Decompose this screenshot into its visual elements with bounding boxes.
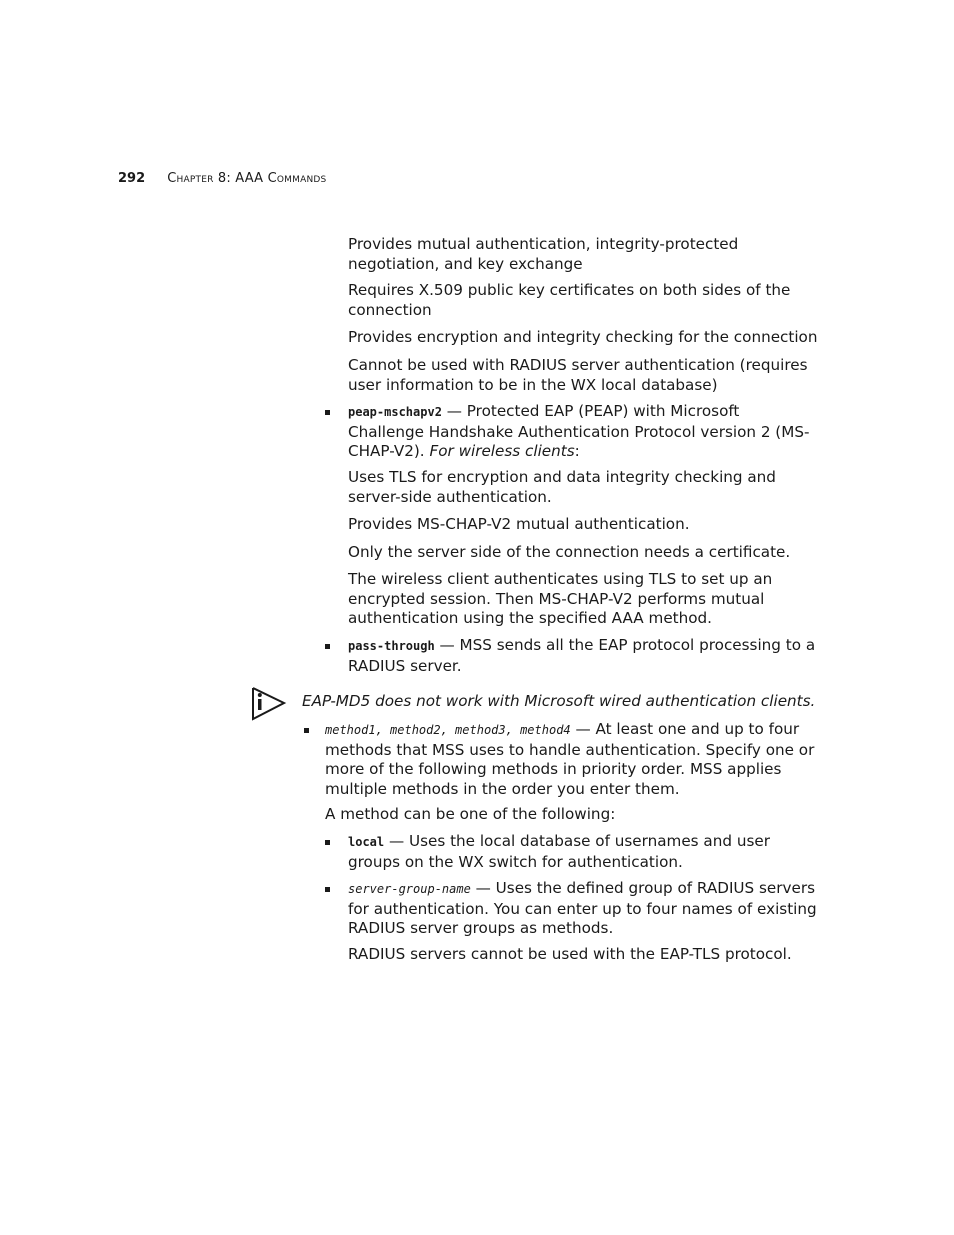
- page-header: [118, 171, 326, 186]
- peap-desc: — Protected EAP (PEAP) with Microsoft Challenge Handshake Authentication Protocol version 2 (MS-CHAP-V2).: [348, 402, 810, 461]
- peap-item: [348, 402, 818, 462]
- bullet-marker: [325, 887, 330, 892]
- local-term: local: [348, 835, 385, 849]
- eap-tls-point: Cannot be used with RADIUS server authentication (requires user information to be in the WX local database): [348, 356, 808, 394]
- methods-item: [325, 720, 818, 799]
- note-text: EAP-MD5 does not work with Microsoft wired authentication clients.: [302, 692, 816, 710]
- bullet-marker: [325, 644, 330, 649]
- methods-term: method1, method2, method3, method4: [325, 723, 571, 737]
- methods-intro: A method can be one of the following:: [325, 805, 616, 823]
- chapter-title: Chapter 8: AAA Commands: [167, 171, 327, 186]
- methods-desc: — At least one and up to four methods that MSS uses to handle authentication. Specify one or more of the following methods in priority order. MSS applies multiple methods in the order you enter them.: [325, 720, 815, 798]
- server-group-term: server-group-name: [348, 882, 471, 896]
- peap-qualifier: For wireless clients: [429, 442, 575, 461]
- passthrough-desc: — MSS sends all the EAP protocol processing to a RADIUS server.: [348, 636, 816, 675]
- peap-colon: :: [574, 442, 580, 461]
- local-desc: — Uses the local database of usernames and user groups on the WX switch for authentication.: [348, 832, 770, 871]
- peap-point: The wireless client authenticates using TLS to set up an encrypted session. Then MS-CHAP-V2 performs mutual authentication using the specified AAA method.: [348, 570, 773, 628]
- info-icon: [250, 684, 288, 722]
- local-item: [348, 832, 818, 872]
- peap-point: Uses TLS for encryption and data integrity checking and server-side authentication.: [348, 468, 776, 506]
- bullet-marker: [325, 840, 330, 845]
- peap-point: Provides MS-CHAP-V2 mutual authentication.: [348, 515, 690, 533]
- server-group-item: [348, 879, 818, 939]
- page-number: 292: [118, 171, 146, 186]
- server-group-desc: — Uses the defined group of RADIUS servers for authentication. You can enter up to four names of existing RADIUS server groups as methods.: [348, 879, 817, 938]
- eap-tls-point: Provides mutual authentication, integrity-protected negotiation, and key exchange: [348, 235, 739, 273]
- passthrough-item: [348, 636, 818, 676]
- peap-point: Only the server side of the connection needs a certificate.: [348, 543, 791, 561]
- eap-tls-point: Requires X.509 public key certificates on both sides of the connection: [348, 281, 791, 319]
- bullet-marker: [325, 410, 330, 415]
- server-group-extra: RADIUS servers cannot be used with the EAP-TLS protocol.: [348, 945, 792, 963]
- eap-tls-point: Provides encryption and integrity checking for the connection: [348, 328, 818, 346]
- passthrough-term: pass-through: [348, 639, 435, 653]
- bullet-marker: [304, 728, 309, 733]
- peap-term: peap-mschapv2: [348, 405, 442, 419]
